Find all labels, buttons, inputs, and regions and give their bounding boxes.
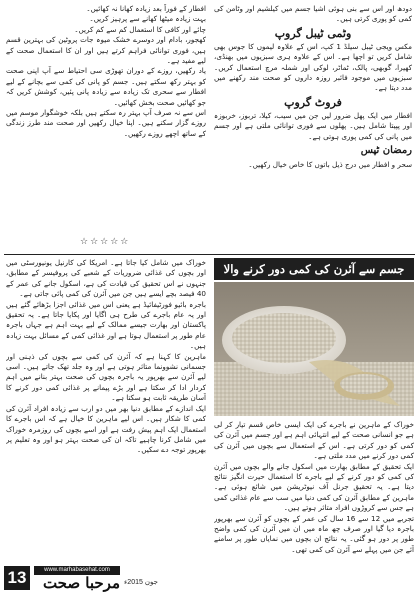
millet-image <box>214 282 414 416</box>
issue-date: جون 2015ء <box>124 579 158 586</box>
paragraph: ایک تحقیق کے مطابق بھارت میں اسکول جانے والے بچوں میں آئرن کی کمی کو دور کرنے کے لیے باجرے کا استعمال حیرت انگیز نتائج دیتا ہے۔ یہ تحقیق جرنل آف نیوٹریشن میں شائع ہوئی ہے۔ ماہرین کے مطابق آئرن کی کمی دنیا میں سب سے عام غذائی کمی ہے جس سے کروڑوں افراد متاثر ہوتے ہیں۔ <box>214 461 414 513</box>
list-item: افطار کے فوراً بعد زیادہ کھانا نہ کھائیں۔ <box>86 4 206 13</box>
top-right-column <box>214 4 412 266</box>
section-end-stars: ☆☆☆☆☆ <box>80 237 131 247</box>
page-number: 13 <box>4 566 30 590</box>
article-heading: جسم سے آئرن کی کمی دور کرنے والا <box>214 258 414 280</box>
paragraph: اس سے نہ صرف آپ بہتر رہ سکتے ہیں بلکہ خوشگوار موسم میں روزے گزار سکتے ہیں۔ اپنا خیال رکھیں اور صحت مند طرز زندگی کے ساتھ اچھے روزے رکھیں۔ <box>6 108 206 138</box>
section-heading-ramadan-tips: رمضان ٹپس <box>360 145 412 157</box>
footer <box>0 562 419 594</box>
article-left-column <box>6 258 206 560</box>
paragraph: ماہرین کا کہنا ہے کہ آئرن کی کمی سے بچوں کی ذہنی اور جسمانی نشوونما متاثر ہوتی ہے اور وہ جلد تھک جاتے ہیں۔ اسی لیے آئرن سے بھرپور یہ باجرہ بچوں کی صحت بہتر بنانے میں اہم کردار ادا کر سکتا ہے اور بڑے پیمانے پر غذائی کمی دور کرنے کا آسان طریقہ ثابت ہو سکتا ہے۔ <box>6 351 206 403</box>
paragraph: کھجور، بادام اور دوسرے خشک میوہ جات پروٹین کی بہترین قسم ہیں، فوری توانائی فراہم کرتے ہیں اور ان کا استعمال صحت کے لیے مفید ہے۔ <box>6 35 206 66</box>
paragraph: مکس ویجی ٹیبل سیلڈ 1 کپ، اس کے علاوہ لیموں کا جوس بھی شامل کریں تو اچھا ہے۔ اس کے علاوہ ہری سبزیوں میں بھنڈی، کھیرا، گوبھی، پالک، ٹماٹر، لوکی اور شملہ مرچ استعمال کریں۔ سبزیوں میں موجود فائبر روزہ داروں کو صحت مند رکھنے میں مدد دیتا ہے۔ <box>214 41 412 93</box>
paragraph: ایک اندازے کے مطابق دنیا بھر میں دو ارب سے زیادہ افراد آئرن کی کمی کا شکار ہیں۔ اس لیے ماہرین کا خیال ہے کہ اس باجرے کا استعمال ایک اہم پیش رفت ہے اور اسے بچوں کی روزمرہ خوراک میں شامل کرنا چاہیے تاکہ ان کی صحت بہتر ہو اور وہ تعلیم پر بھرپور توجہ دے سکیں۔ <box>6 403 206 455</box>
section-heading-vegetable-group: وٹمی ٹیبل گروپ <box>274 26 352 40</box>
paragraph: خوراک میں شامل کیا جاتا ہے۔ امریکا کی کارنیل یونیورسٹی میں اور بچوں کی غذائی ضروریات کے شعبے کی پروفیسر کے مطابق، جنہوں نے اس تحقیق کی قیادت کی ہے، اسکول جانے کی عمر کے 40 فیصد بچے ایسے ہیں جن میں آئرن کی کمی پائی جاتی ہے۔ <box>6 258 206 299</box>
paragraph: یاد رکھیں، روزے کے دوران تھوڑی سی احتیاط سے آپ اپنی صحت کو بہتر رکھ سکتے ہیں۔ جسم کو پانی کی کمی سے بچانے کے لیے افطار سے سحری تک زیادہ سے زیادہ پانی پئیں، کوشش کریں کہ جو کھائیں صحت بخش کھائیں۔ <box>6 66 206 107</box>
paragraph: باجرہ بائیو فورٹیفائیڈ ہے یعنی اس میں غذائی اجزا بڑھائے گئے ہیں اور یہ عام باجرے کی طرح ہی اگایا اور پکایا جاتا ہے۔ یہ تحقیق پاکستان اور بھارت جیسے ممالک کے لیے بہت اہم ہے جہاں باجرہ عام طور پر استعمال ہوتا ہے اور غذائی کمی کے مسائل بہت زیادہ ہیں۔ <box>6 299 206 351</box>
paragraph: دودھ اور اس سے بنی ہوئی اشیا جسم میں کیلشیم اور وٹامن کی کمی کو پوری کرتی ہیں۔ <box>214 4 412 24</box>
list-item: بہت زیادہ میٹھا کھانے سے پرہیز کریں۔ <box>89 14 206 24</box>
paragraph: خوراک کے ماہرین نے باجرے کی ایک ایسی خاص قسم تیار کر لی ہے جو انسانی صحت کے لیے انتہائی اہم ہے اور جسم میں آئرن کی کمی کو دور کرتی ہے۔ اس کے استعمال سے بچوں میں آئرن کی کمی دور کرنے میں مدد ملتی ہے۔ <box>214 420 414 461</box>
website-url[interactable]: www.marhabasehat.com <box>34 566 120 575</box>
paragraph: سحر و افطار میں درج ذیل باتوں کا خاص خیال رکھیں۔ <box>248 160 412 170</box>
list-item: چائے اور کافی کا استعمال کم سے کم کریں۔ <box>74 24 206 34</box>
paragraph: تجربے میں 12 سے 16 سال کی عمر کے بچوں کو آئرن سے بھرپور باجرہ دیا گیا اور صرف چھ ماہ میں ان میں آئرن کی کمی واضح طور پر دور ہو گئی۔ یہ نتائج ان بچوں میں نمایاں طور پر سامنے آئے جن میں پہلے سے آئرن کی کمی تھی۔ <box>214 513 414 554</box>
section-divider <box>4 254 415 255</box>
paragraph: افطار میں ایک پھل ضرور لیں جن میں سیب، کیلا، تربوز، خربوزہ اور پپیتا شامل ہیں۔ پھلوں سے فوری توانائی ملتی ہے اور جسم میں پانی کی کمی پوری ہوتی ہے۔ <box>214 110 412 141</box>
section-heading-fruit-group: فروٹ گروپ <box>284 95 342 109</box>
magazine-title: مرحبا صحت <box>42 574 120 592</box>
millet-bowl-photo <box>214 282 414 416</box>
article-right-column <box>214 420 414 570</box>
top-left-column <box>6 4 206 236</box>
